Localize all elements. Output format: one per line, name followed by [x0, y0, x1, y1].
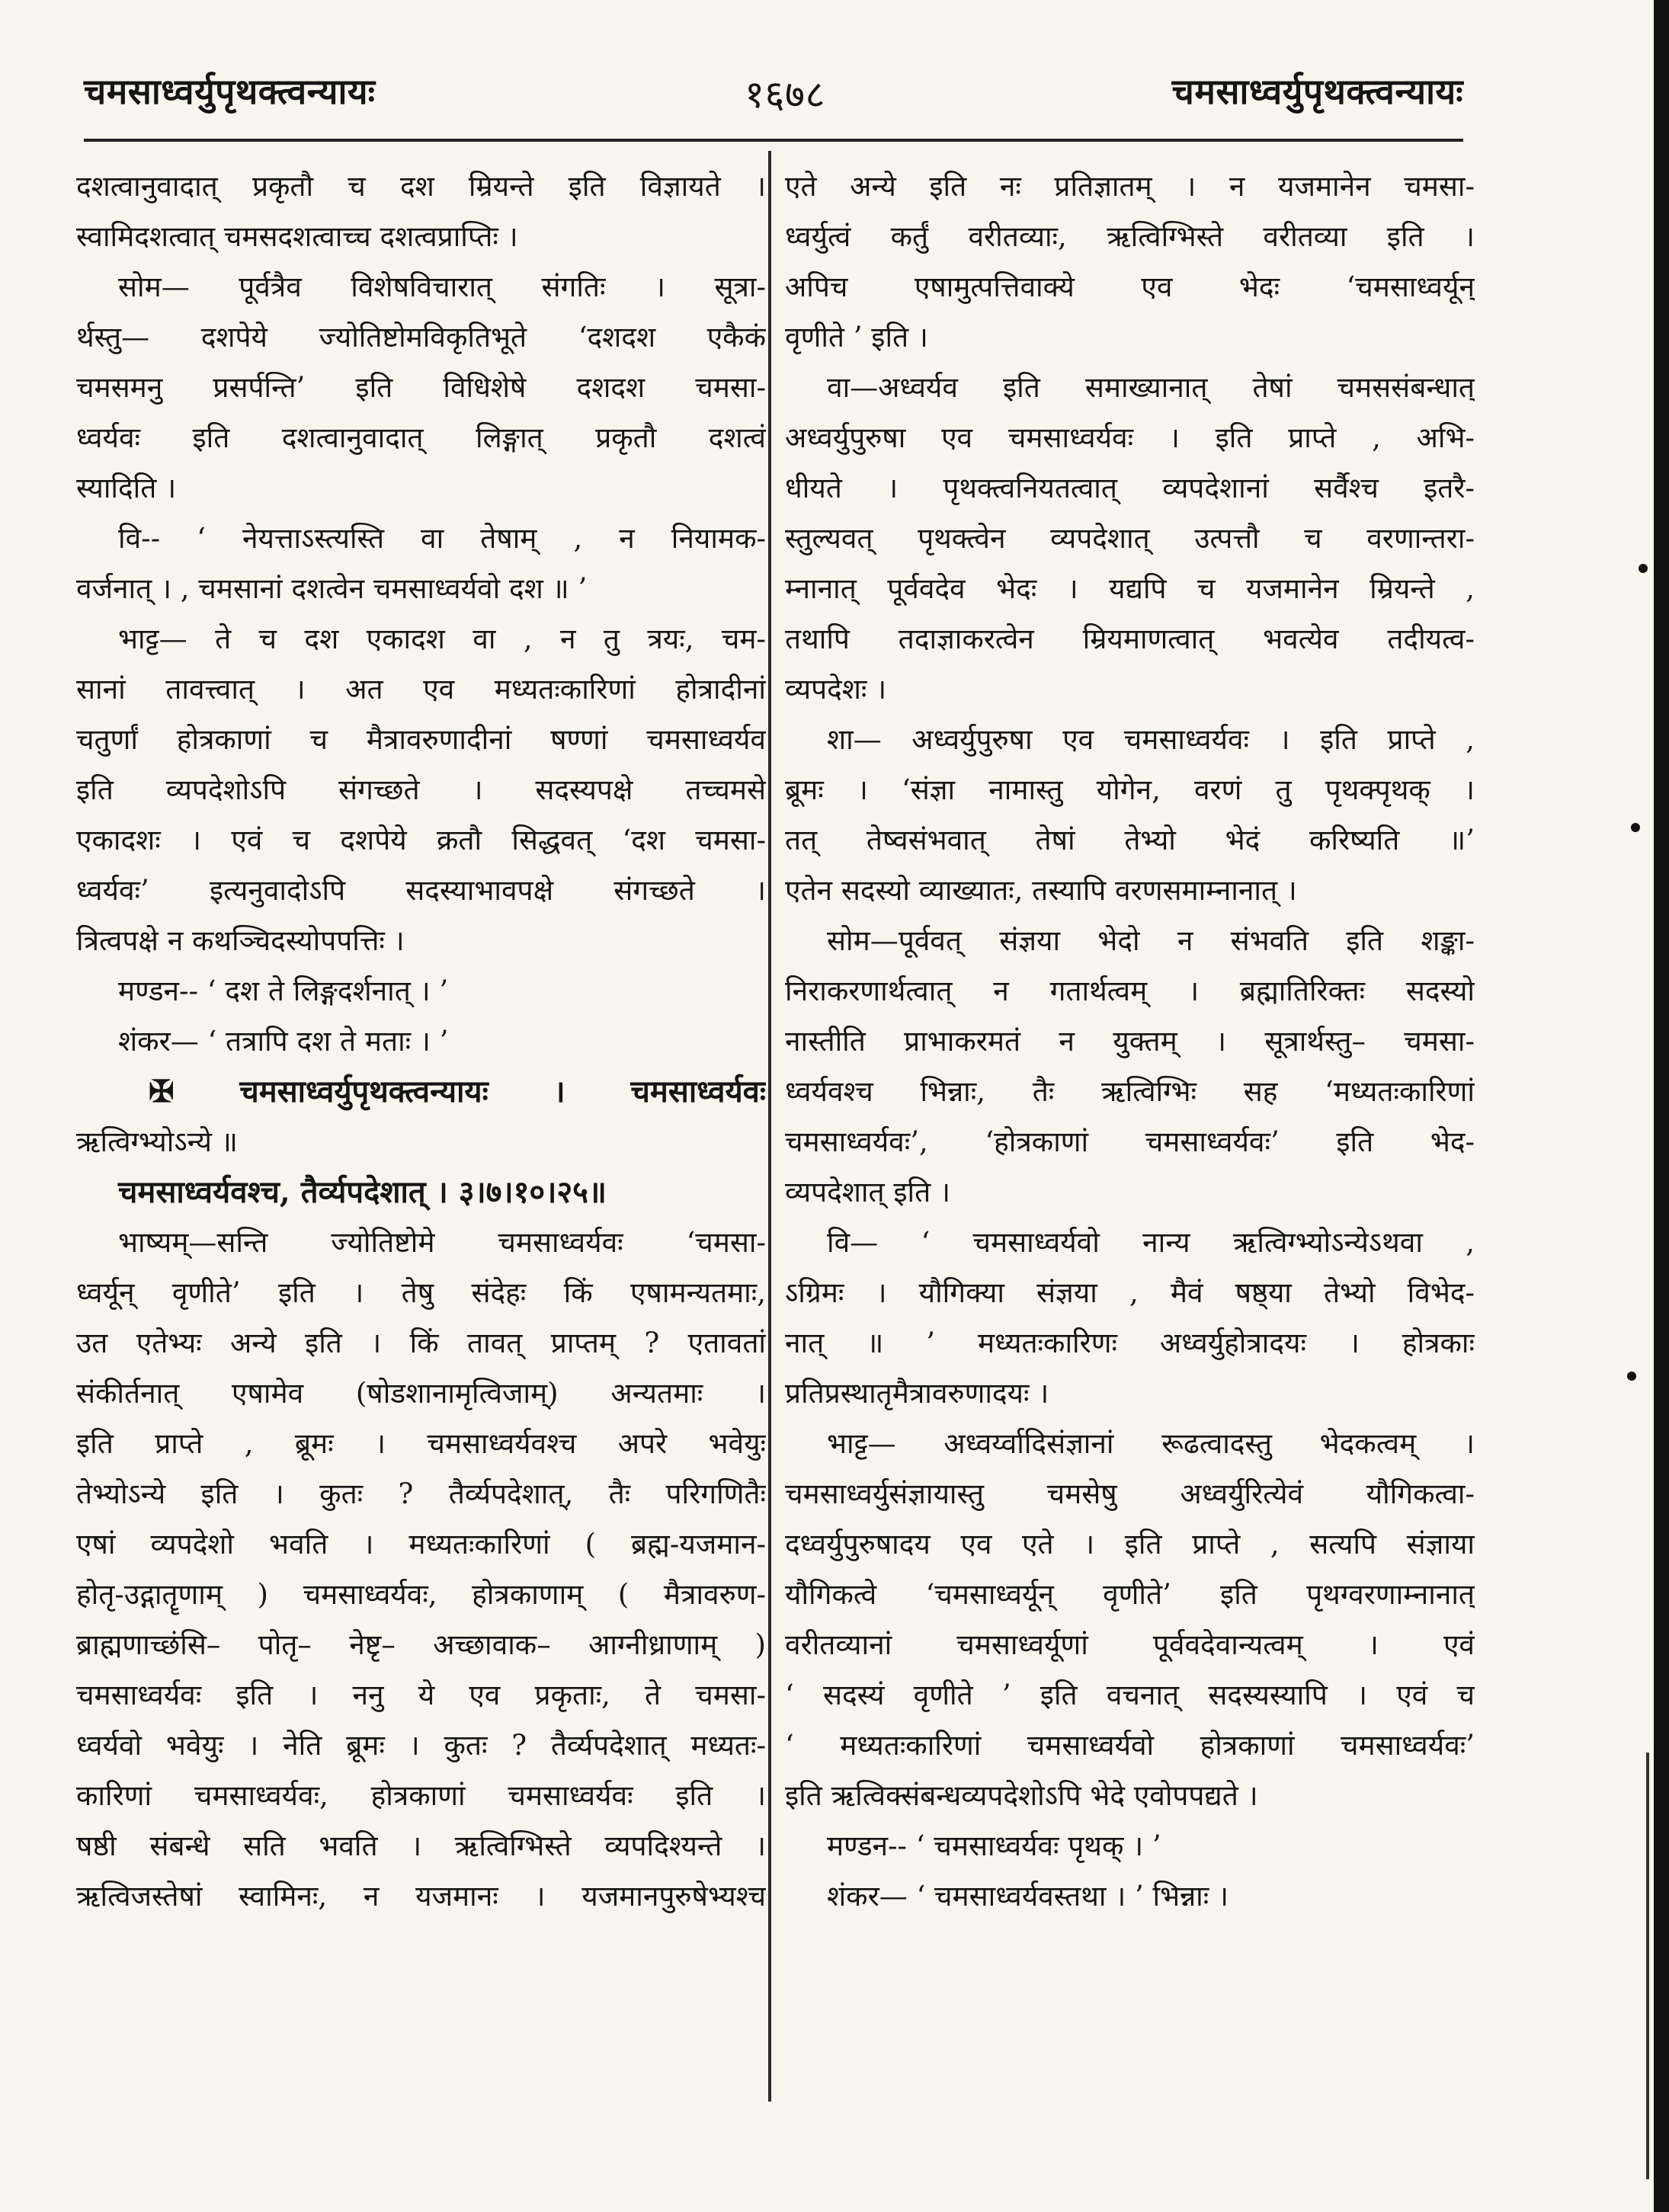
ink-speck: [1631, 823, 1640, 832]
text-line: वरीतव्यानां चमसाध्वर्यूणां पूर्ववदेवान्यत्वम् । एवं: [785, 1628, 1475, 1661]
text-line: ब्राह्मणाच्छंसि– पोतृ– नेष्टृ– अच्छावाक– आग्नीध्राणाम् ): [76, 1628, 766, 1661]
text-line: व्यपदेशः ।: [785, 673, 887, 706]
text-line: संकीर्तनात् एषामेव (षोडशानामृत्विजाम्) अन्यतमाः ।: [76, 1377, 766, 1410]
text-line: वि— ‘ चमसाध्वर्यवो नान्य ऋत्विग्भ्योऽन्येऽथवा ,: [827, 1226, 1475, 1259]
text-line: ध्वर्यून् वृणीते’ इति । तेषु संदेहः किं एषामन्यतमाः,: [76, 1276, 766, 1309]
text-line: र्थस्तु— दशपेये ज्योतिष्टोमविकृतिभूते ‘दशदश एकैकं: [76, 321, 766, 354]
ink-speck: [1627, 1372, 1636, 1381]
text-line: भाष्यम्—सन्ति ज्योतिष्टोमे चमसाध्वर्यवः ‘चमसा-: [118, 1226, 766, 1259]
text-line: ऋत्विग्भ्योऽन्ये ॥: [76, 1125, 238, 1158]
text-line: मण्डन-- ‘ चमसाध्वर्यवः पृथक् । ’: [827, 1829, 1161, 1862]
text-line: ऽग्रिमः । यौगिक्या संज्ञया , मैवं षष्ठ्या तेभ्यो विभेद-: [785, 1276, 1475, 1309]
text-line: शंकर— ‘ तत्रापि दश ते मताः । ’: [118, 1025, 449, 1058]
text-line: इति व्यपदेशोऽपि संगच्छते । सदस्यपक्षे तच्चमसे: [76, 773, 766, 806]
text-line: सोम— पूर्वत्रैव विशेषविचारात् संगतिः । सूत्रा-: [118, 270, 766, 303]
text-line: स्तुल्यवत् पृथक्त्वेन व्यपदेशात् उत्पत्तौ च वरणान्तरा-: [785, 522, 1475, 555]
page-number: १६७८: [745, 72, 825, 117]
text-line: वा—अध्वर्यव इति समाख्यानात् तेषां चमससंबन्धात्: [827, 371, 1475, 404]
page-edge-line: [1646, 1753, 1649, 2179]
left-column: [76, 162, 766, 2112]
text-line: ध्वर्यवः इति दशत्वानुवादात् लिङ्गात् प्रकृतौ दशत्वं: [76, 421, 766, 454]
text-line: ब्रूमः । ‘संज्ञा नामास्तु योगेन, वरणं तु पृथक्पृथक् ।: [785, 773, 1475, 806]
text-line: अध्वर्युपुरुषा एव चमसाध्वर्यवः । इति प्राप्ते , अभि-: [785, 421, 1475, 454]
text-line: निराकरणार्थत्वात् न गतार्थत्वम् । ब्रह्मातिरिक्तः सदस्यो: [785, 975, 1475, 1007]
page-header: [84, 67, 1463, 128]
text-line: तत् तेष्वसंभवात् तेषां तेभ्यो भेदं करिष्यति ॥’: [785, 824, 1475, 856]
text-line: एषां व्यपदेशो भवति । मध्यतःकारिणां ( ब्रह्म-यजमान-: [76, 1528, 766, 1561]
text-line: सोम—पूर्ववत् संज्ञया भेदो न संभवति इति शङ्का-: [827, 924, 1475, 957]
section-heading: ✠ चमसाध्वर्युपृथक्त्वन्यायः । चमसाध्वर्यवः: [149, 1074, 766, 1109]
page-edge-shadow: [1654, 0, 1669, 2212]
text-line: एते अन्ये इति नः प्रतिज्ञातम् । न यजमानेन चमसा-: [785, 170, 1475, 203]
header-rule: [84, 139, 1463, 142]
text-line: धीयते । पृथक्त्वनियतत्वात् व्यपदेशानां सर्वैश्च इतरै-: [785, 472, 1475, 504]
text-line: शंकर— ‘ चमसाध्वर्यवस्तथा । ’ भिन्नाः ।: [827, 1880, 1229, 1913]
text-line: म्नानात् पूर्ववदेव भेदः । यद्यपि च यजमानेन म्रियन्ते ,: [785, 572, 1475, 605]
text-line: तेभ्योऽन्ये इति । कुतः ? तैर्व्यपदेशात्, तैः परिगणितैः: [76, 1477, 766, 1510]
ink-speck: [1639, 564, 1648, 573]
text-line: प्रतिप्रस्थातृमैत्रावरुणादयः ।: [785, 1377, 1049, 1410]
text-line: चमसाध्वर्युसंज्ञायास्तु चमसेषु अध्वर्युरित्येवं यौगिकत्वा-: [785, 1477, 1475, 1510]
text-line: एतेन सदस्यो व्याख्यातः, तस्यापि वरणसमाम्नानात् ।: [785, 874, 1297, 907]
text-line: चमसमनु प्रसर्पन्ति’ इति विधिशेषे दशदश चमसा-: [76, 371, 766, 404]
running-title-left: चमसाध्वर्युपृथक्त्वन्यायः: [84, 71, 376, 112]
text-line: त्रित्वपक्षे न कथञ्चिदस्योपपत्तिः ।: [76, 924, 405, 957]
text-line: ऋत्विजस्तेषां स्वामिनः, न यजमानः । यजमानपुरुषेभ्यश्च: [76, 1880, 766, 1913]
text-line: तथापि तदाज्ञाकरत्वेन म्रियमाणत्वात् भवत्येव तदीयत्व-: [785, 623, 1475, 655]
text-line: ध्वर्यवश्च भिन्नाः, तैः ऋत्विग्भिः सह ‘मध्यतःकारिणां: [785, 1075, 1475, 1108]
running-title-right: चमसाध्वर्युपृथक्त्वन्यायः: [1171, 71, 1463, 112]
sutra-line: चमसाध्वर्यवश्च, तैर्व्यपदेशात् । ३।७।१०।२५॥: [118, 1174, 607, 1210]
text-line: दध्वर्युपुरुषादय एव एते । इति प्राप्ते , सत्यपि संज्ञाया: [785, 1528, 1475, 1561]
text-line: वि-- ‘ नेयत्ताऽस्त्यस्ति वा तेषाम् , न नियामक-: [118, 522, 766, 555]
text-line: भाट्ट— अध्वर्य्वादिसंज्ञानां रूढत्वादस्तु भेदकत्वम् ।: [827, 1427, 1475, 1460]
text-line: भाट्ट— ते च दश एकादश वा , न तु त्रयः, चम-: [118, 623, 766, 655]
text-line: सानां तावत्त्वात् । अत एव मध्यतःकारिणां होत्रादीनां: [76, 673, 766, 706]
text-line: ध्वर्युत्वं कर्तुं वरीतव्याः, ऋत्विग्भिस्ते वरीतव्या इति ।: [785, 220, 1475, 253]
text-line: एकादशः । एवं च दशपेये क्रतौ सिद्धवत् ‘दश चमसा-: [76, 824, 766, 856]
text-line: इति प्राप्ते , ब्रूमः । चमसाध्वर्यवश्च अपरे भवेयुः: [76, 1427, 766, 1460]
text-line: वर्जनात् । , चमसानां दशत्वेन चमसाध्वर्यवो दश ॥ ’: [76, 572, 588, 605]
text-line: ‘ सदस्यं वृणीते ’ इति वचनात् सदस्यस्यापि । एवं च: [785, 1679, 1475, 1711]
text-line: इति ऋत्विक्संबन्धव्यपदेशोऽपि भेदे एवोपपद्यते ।: [785, 1779, 1258, 1812]
text-line: चमसाध्वर्यवः’, ‘होत्रकाणां चमसाध्वर्यवः’ इति भेद-: [785, 1125, 1475, 1158]
text-line: शा— अध्वर्युपुरुषा एव चमसाध्वर्यवः । इति प्राप्ते ,: [827, 723, 1475, 756]
column-divider: [768, 151, 771, 2102]
text-line: व्यपदेशात् इति ।: [785, 1176, 950, 1208]
text-line: मण्डन-- ‘ दश ते लिङ्गदर्शनात् । ’: [118, 975, 449, 1007]
text-line: स्यादिति ।: [76, 472, 177, 504]
text-line: नात् ॥ ’ मध्यतःकारिणः अध्वर्युहोत्रादयः । होत्रकाः: [785, 1327, 1475, 1359]
right-column: [785, 162, 1475, 2112]
text-line: ध्वर्यवः’ इत्यनुवादोऽपि सदस्याभावपक्षे संगच्छते ।: [76, 874, 766, 907]
text-line: ‘ मध्यतःकारिणां चमसाध्वर्यवो होत्रकाणां चमसाध्वर्यवः’: [785, 1729, 1475, 1762]
text-line: दशत्वानुवादात् प्रकृतौ च दश म्रियन्ते इति विज्ञायते ।: [76, 170, 766, 203]
text-line: चमसाध्वर्यवः इति । ननु ये एव प्रकृताः, ते चमसा-: [76, 1679, 766, 1711]
text-line: अपिच एषामुत्पत्तिवाक्ये एव भेदः ‘चमसाध्वर्यून्: [785, 270, 1475, 303]
text-line: चतुर्णां होत्रकाणां च मैत्रावरुणादीनां षण्णां चमसाध्वर्यव: [76, 723, 766, 756]
text-line: कारिणां चमसाध्वर्यवः, होत्रकाणां चमसाध्वर्यवः इति ।: [76, 1779, 766, 1812]
text-line: उत एतेभ्यः अन्ये इति । किं तावत् प्राप्तम् ? एतावतां: [76, 1327, 766, 1359]
text-line: होतृ-उद्गातॄणाम् ) चमसाध्वर्यवः, होत्रकाणाम् ( मैत्रावरुण-: [76, 1578, 766, 1611]
text-line: नास्तीति प्राभाकरमतं न युक्तम् । सूत्रार्थस्तु– चमसा-: [785, 1025, 1475, 1058]
text-line: षष्ठी संबन्धे सति भवति । ऋत्विग्भिस्ते व्यपदिश्यन्ते ।: [76, 1829, 766, 1862]
text-line: यौगिकत्वे ‘चमसाध्वर्यून् वृणीते’ इति पृथग्वरणाम्नानात्: [785, 1578, 1475, 1611]
text-line: ध्वर्यवो भवेयुः । नेति ब्रूमः । कुतः ? तैर्व्यपदेशात् मध्यतः-: [76, 1729, 766, 1762]
text-line: स्वामिदशत्वात् चमसदशत्वाच्च दशत्वप्राप्तिः ।: [76, 220, 518, 253]
text-line: वृणीते ’ इति ।: [785, 321, 928, 354]
